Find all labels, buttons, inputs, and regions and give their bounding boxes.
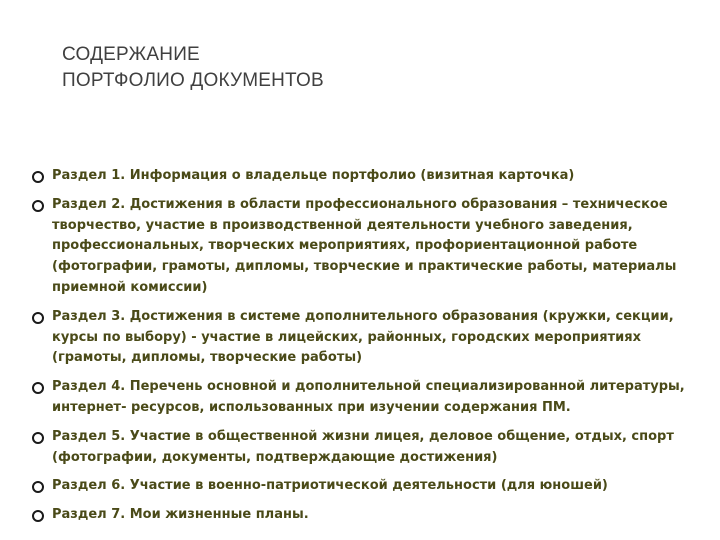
list-item-text: Раздел 7. Мои жизненные планы. <box>52 507 309 523</box>
list-item-text: Раздел 3. Достижения в системе дополнительного образования (кружки, секции, курсы по выбору) - участие в лицейских, районных, городских мероприятиях (грамоты, дипломы, творческие работы) <box>52 308 674 366</box>
circle-bullet-icon <box>32 200 44 212</box>
list-item <box>30 505 720 526</box>
section-list <box>30 166 720 534</box>
circle-bullet-icon <box>32 481 44 493</box>
list-item-text: Раздел 5. Участие в общественной жизни лицея, деловое общение, отдых, спорт (фотографии, документы, подтверждающие достижения) <box>52 428 674 465</box>
circle-bullet-icon <box>32 432 44 444</box>
circle-bullet-icon <box>32 382 44 394</box>
list-item <box>30 307 720 369</box>
circle-bullet-icon <box>32 312 44 324</box>
title-line-2: ПОРТФОЛИО ДОКУМЕНТОВ <box>62 70 324 91</box>
list-item-text: Раздел 4. Перечень основной и дополнительной специализированной литературы, интернет- ресурсов, использованных при изучении содержания ПМ. <box>52 379 685 415</box>
list-item-text: Раздел 1. Информация о владельце портфолио (визитная карточка) <box>52 168 575 183</box>
circle-bullet-icon <box>32 171 44 183</box>
list-item-text: Раздел 6. Участие в военно-патриотической деятельности (для юношей) <box>52 478 608 494</box>
list-item <box>30 195 720 299</box>
list-item <box>30 427 720 469</box>
title-line-1: СОДЕРЖАНИЕ <box>62 44 200 65</box>
page-title <box>62 42 324 94</box>
list-item <box>30 166 720 187</box>
circle-bullet-icon <box>32 510 44 522</box>
list-item <box>30 476 720 497</box>
list-item <box>30 377 720 419</box>
list-item-text: Раздел 2. Достижения в области профессионального образования – техническое творчество, участие в производственной деятельности учебного заведения, профессиональных, творческих мероприятиях, профориентационной работе (фотографии, грамоты, дипломы, творческие и практические работы, материалы приемной комиссии) <box>52 196 677 295</box>
